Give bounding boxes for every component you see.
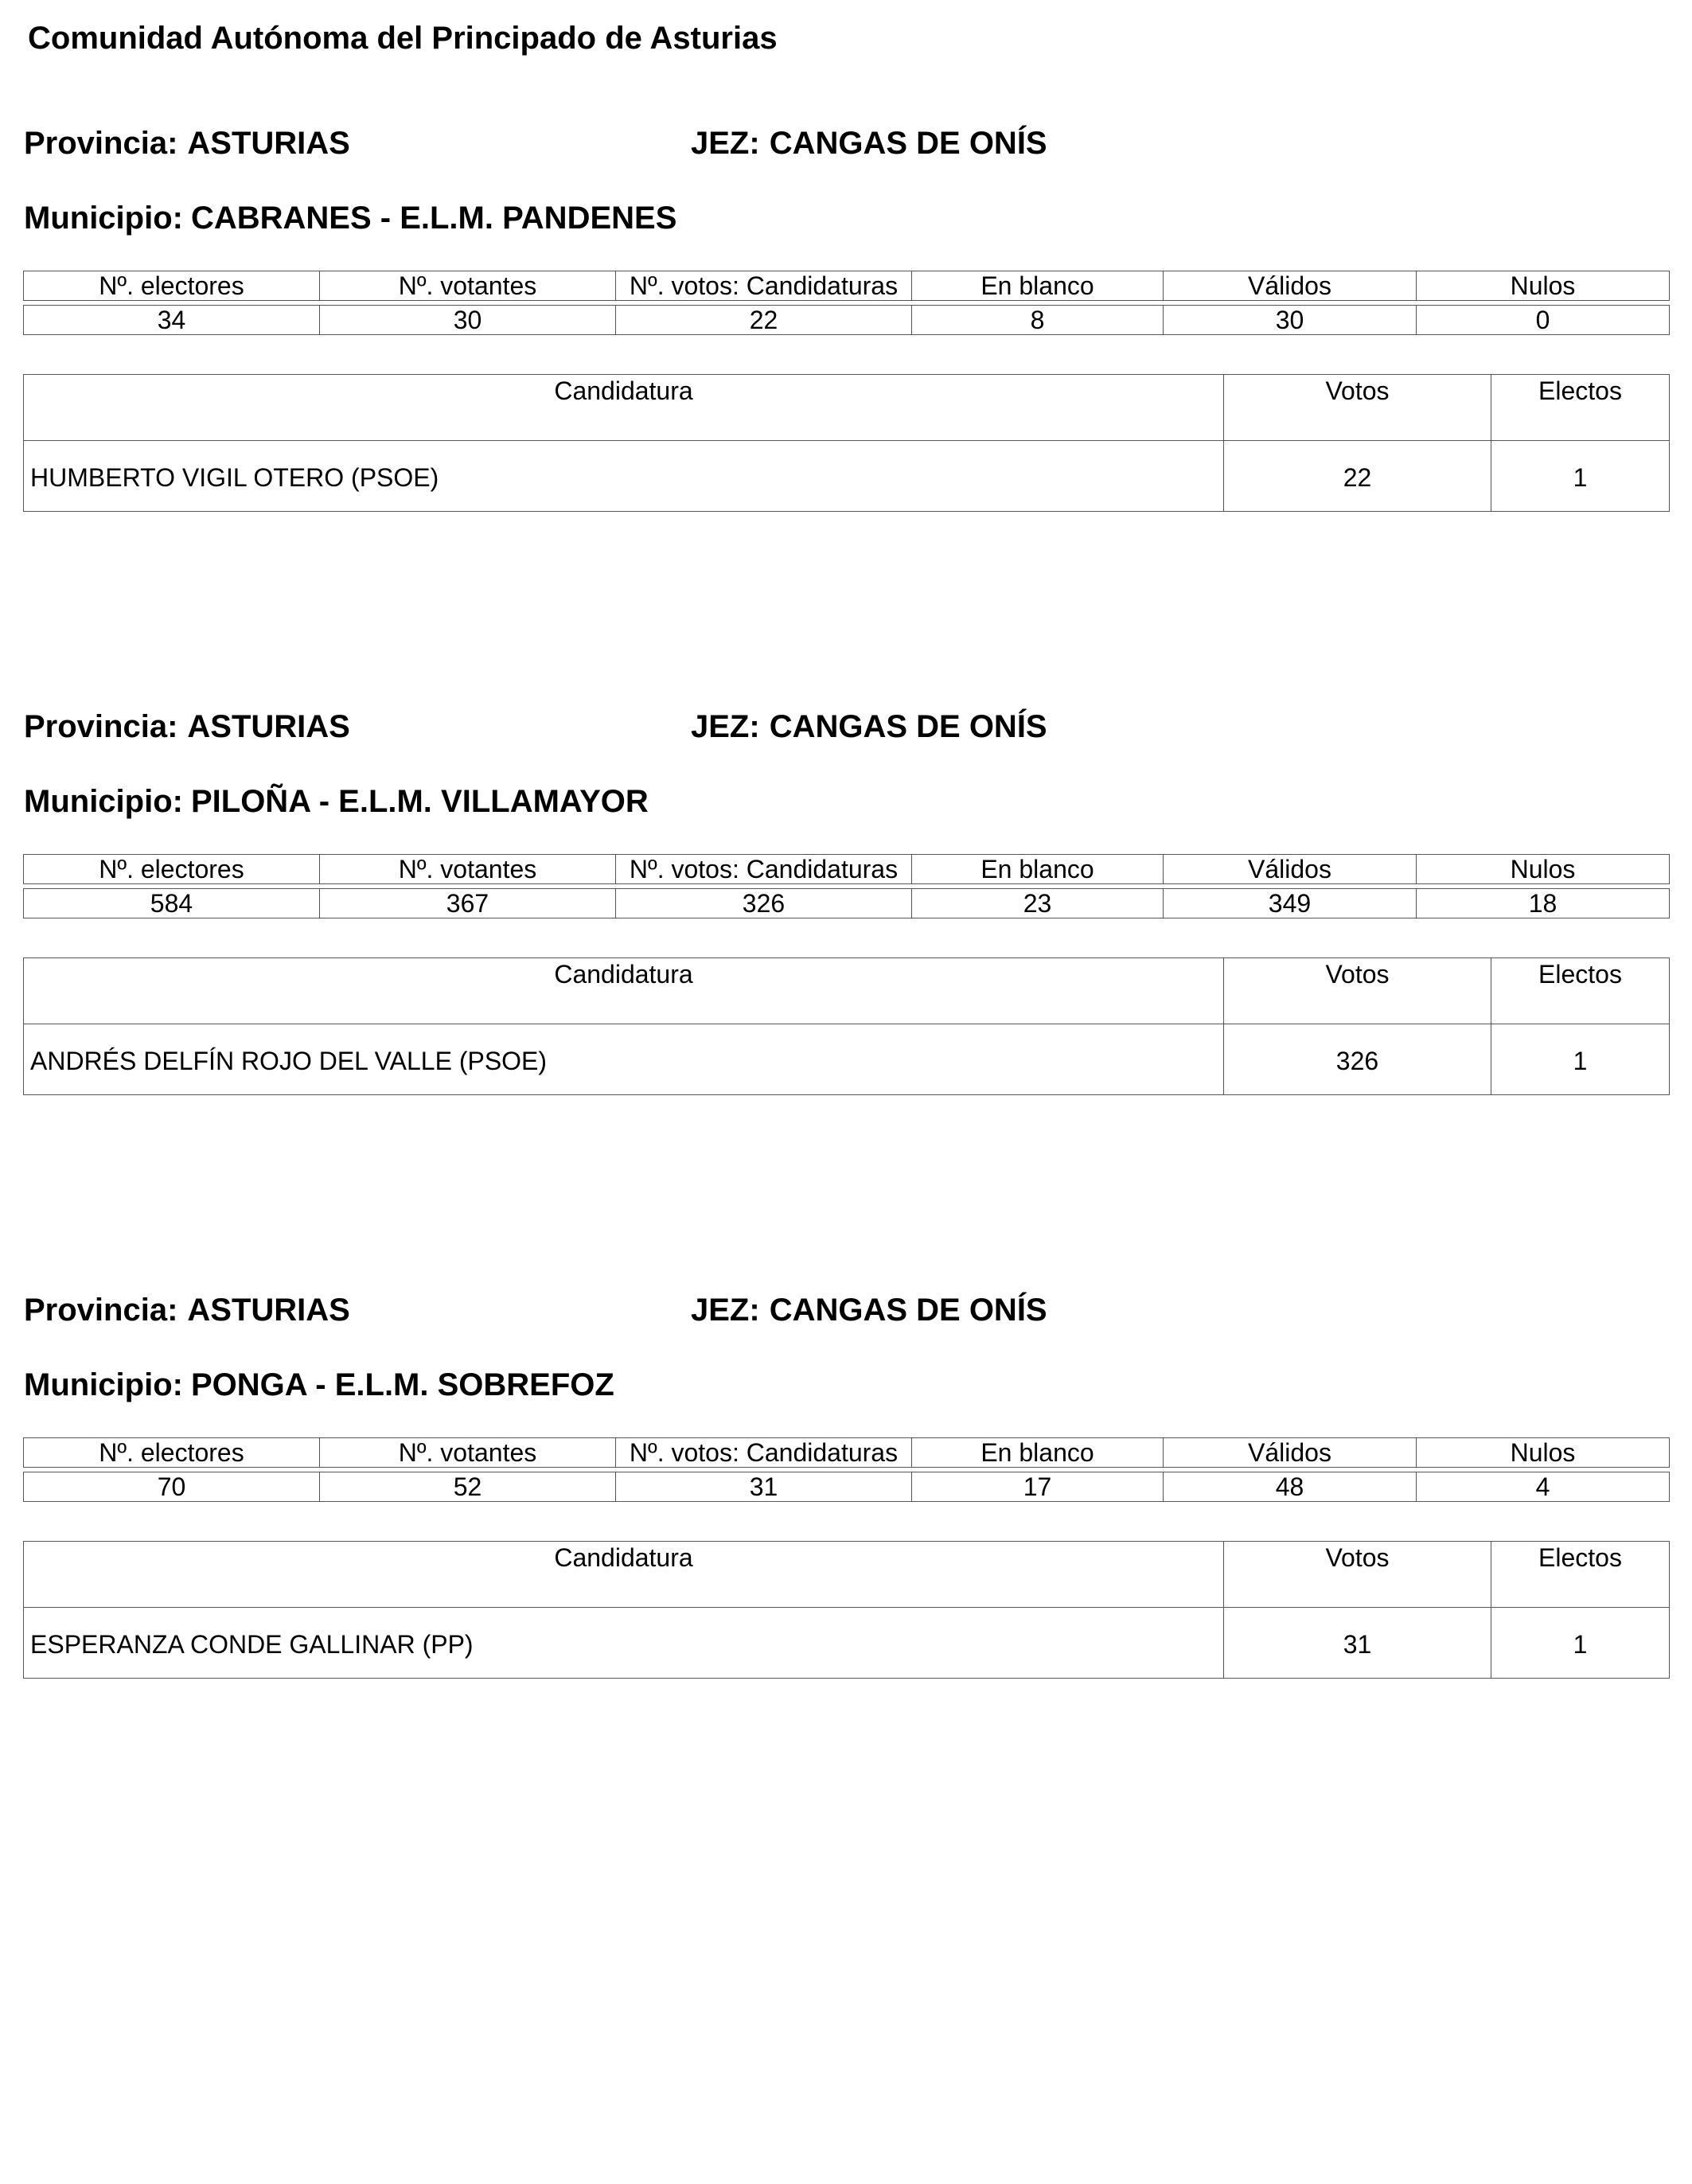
- votos-header: Votos: [1224, 375, 1491, 441]
- stats-header-cell: Nº. votos: Candidaturas: [616, 855, 912, 884]
- electos-header: Electos: [1491, 1542, 1670, 1608]
- provincia-label: Provincia:: [24, 709, 178, 744]
- candidatura-header-row: [24, 1542, 1670, 1608]
- jez-line: [691, 126, 1047, 162]
- provincia-line: [24, 709, 350, 745]
- stats-value-cell: 0: [1417, 306, 1670, 335]
- stats-value-cell: 18: [1417, 889, 1670, 918]
- jez-value: CANGAS DE ONÍS: [769, 709, 1047, 744]
- municipio-label: Municipio:: [24, 201, 183, 236]
- municipio-line: [24, 201, 676, 236]
- stats-header-cell: En blanco: [912, 1438, 1164, 1468]
- stats-header-cell: Nº. votos: Candidaturas: [616, 1438, 912, 1468]
- stats-header-cell: Nº. votantes: [320, 1438, 616, 1468]
- jez-line: [691, 709, 1047, 745]
- stats-value-cell: 31: [616, 1472, 912, 1502]
- stats-value-cell: 70: [24, 1472, 320, 1502]
- stats-value-cell: 8: [912, 306, 1164, 335]
- candidatura-header-row: [24, 375, 1670, 441]
- provincia-value: ASTURIAS: [187, 709, 350, 744]
- municipio-value: CABRANES - E.L.M. PANDENES: [190, 201, 677, 236]
- stats-value-row: [24, 1472, 1670, 1502]
- stats-value-cell: 34: [24, 306, 320, 335]
- provincia-value: ASTURIAS: [187, 1293, 350, 1328]
- electos-header: Electos: [1491, 375, 1670, 441]
- provincia-label: Provincia:: [24, 126, 178, 161]
- stats-value-cell: 30: [1164, 306, 1417, 335]
- jez-label: JEZ:: [691, 709, 760, 744]
- municipio-label: Municipio:: [24, 1367, 183, 1402]
- stats-header-cell: Nulos: [1417, 855, 1670, 884]
- stats-header-cell: Nulos: [1417, 271, 1670, 301]
- electos-value: 1: [1491, 1608, 1670, 1679]
- stats-header-cell: En blanco: [912, 271, 1164, 301]
- candidatura-row: [24, 441, 1670, 512]
- candidatura-header: Candidatura: [24, 375, 1224, 441]
- stats-value-cell: 30: [320, 306, 616, 335]
- jez-label: JEZ:: [691, 1293, 760, 1328]
- stats-header-cell: Nº. electores: [24, 1438, 320, 1468]
- stats-value-row: [24, 306, 1670, 335]
- jez-label: JEZ:: [691, 126, 760, 161]
- stats-header-cell: Nº. electores: [24, 271, 320, 301]
- candidatura-table: [23, 374, 1670, 512]
- stats-value-row: [24, 889, 1670, 918]
- provincia-line: [24, 126, 350, 162]
- stats-value-cell: 23: [912, 889, 1164, 918]
- stats-header-cell: Válidos: [1164, 271, 1417, 301]
- stats-header-row: [24, 271, 1670, 301]
- candidatura-header: Candidatura: [24, 958, 1224, 1024]
- municipio-value: PONGA - E.L.M. SOBREFOZ: [190, 1367, 614, 1402]
- jez-value: CANGAS DE ONÍS: [769, 126, 1047, 161]
- provincia-label: Provincia:: [24, 1293, 178, 1328]
- electos-header: Electos: [1491, 958, 1670, 1024]
- stats-header-cell: En blanco: [912, 855, 1164, 884]
- provincia-line: [24, 1293, 350, 1328]
- municipio-line: [24, 1367, 614, 1403]
- votos-value: 31: [1224, 1608, 1491, 1679]
- stats-value-cell: 52: [320, 1472, 616, 1502]
- stats-table: [23, 1437, 1670, 1502]
- result-section: [0, 0, 1692, 509]
- electos-value: 1: [1491, 1024, 1670, 1095]
- result-section: [0, 583, 1692, 1093]
- stats-header-cell: Válidos: [1164, 855, 1417, 884]
- stats-value-cell: 17: [912, 1472, 1164, 1502]
- candidatura-header: Candidatura: [24, 1542, 1224, 1608]
- stats-value-cell: 367: [320, 889, 616, 918]
- candidatura-name: ANDRÉS DELFÍN ROJO DEL VALLE (PSOE): [24, 1024, 1224, 1095]
- stats-value-cell: 48: [1164, 1472, 1417, 1502]
- candidatura-row: [24, 1024, 1670, 1095]
- stats-table: [23, 271, 1670, 335]
- votos-value: 22: [1224, 441, 1491, 512]
- candidatura-name: ESPERANZA CONDE GALLINAR (PP): [24, 1608, 1224, 1679]
- municipio-label: Municipio:: [24, 784, 183, 819]
- jez-line: [691, 1293, 1047, 1328]
- result-section: [0, 1167, 1692, 1676]
- votos-header: Votos: [1224, 1542, 1491, 1608]
- stats-table: [23, 854, 1670, 918]
- candidatura-table: [23, 957, 1670, 1095]
- candidatura-header-row: [24, 958, 1670, 1024]
- municipio-line: [24, 784, 649, 820]
- stats-header-cell: Nº. votos: Candidaturas: [616, 271, 912, 301]
- stats-header-cell: Válidos: [1164, 1438, 1417, 1468]
- candidatura-row: [24, 1608, 1670, 1679]
- stats-header-cell: Nº. votantes: [320, 271, 616, 301]
- stats-value-cell: 326: [616, 889, 912, 918]
- stats-value-cell: 4: [1417, 1472, 1670, 1502]
- candidatura-table: [23, 1541, 1670, 1679]
- stats-header-cell: Nº. votantes: [320, 855, 616, 884]
- votos-value: 326: [1224, 1024, 1491, 1095]
- provincia-value: ASTURIAS: [187, 126, 350, 161]
- stats-header-cell: Nº. electores: [24, 855, 320, 884]
- page-title: Comunidad Autónoma del Principado de Asturias: [28, 21, 778, 56]
- jez-value: CANGAS DE ONÍS: [769, 1293, 1047, 1328]
- stats-value-cell: 349: [1164, 889, 1417, 918]
- stats-header-row: [24, 1438, 1670, 1468]
- candidatura-name: HUMBERTO VIGIL OTERO (PSOE): [24, 441, 1224, 512]
- stats-value-cell: 22: [616, 306, 912, 335]
- municipio-value: PILOÑA - E.L.M. VILLAMAYOR: [190, 784, 649, 819]
- votos-header: Votos: [1224, 958, 1491, 1024]
- stats-header-cell: Nulos: [1417, 1438, 1670, 1468]
- stats-header-row: [24, 855, 1670, 884]
- electos-value: 1: [1491, 441, 1670, 512]
- stats-value-cell: 584: [24, 889, 320, 918]
